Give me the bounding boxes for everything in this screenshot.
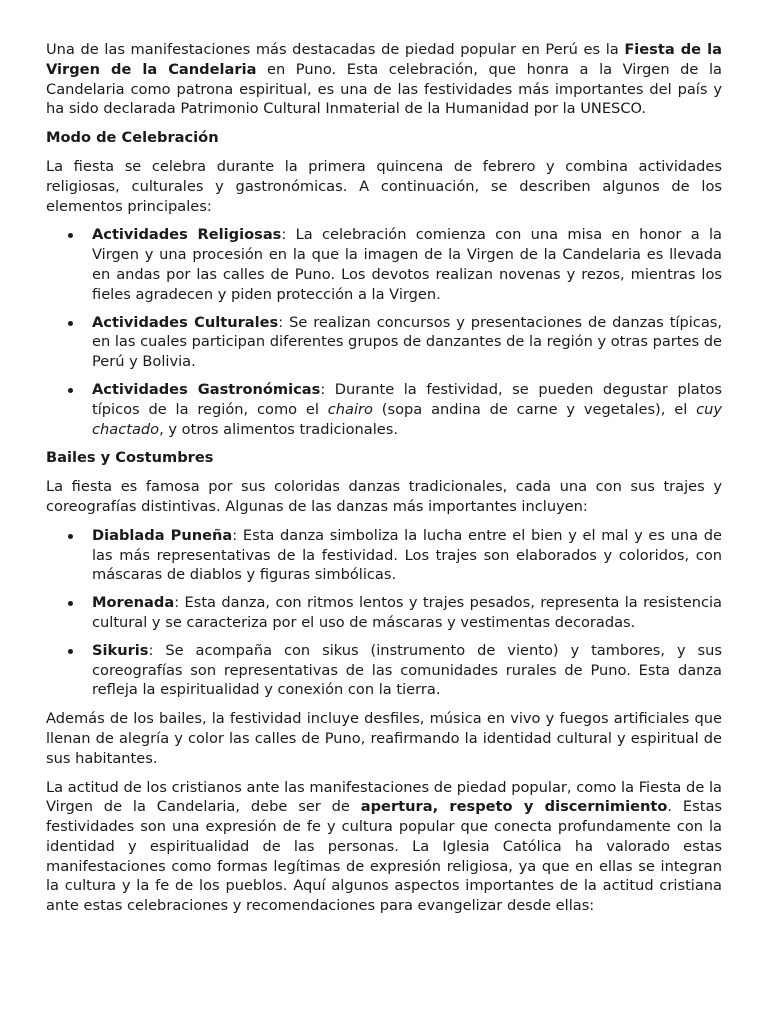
list-item [92,225,722,304]
celebracion-list [46,225,722,439]
list-item-term: Actividades Culturales [92,313,279,331]
section-heading-celebracion: Modo de Celebración [46,129,219,147]
closing-text-1: La actitud de los cristianos ante las manifestaciones de piedad popular, como la Fiesta de la Virgen de la Candelaria, debe ser de [46,778,722,816]
list-item-term: Sikuris [92,641,149,659]
list-item-term: Actividades Gastronómicas [92,380,321,398]
intro-bold-fiesta: Fiesta de la Virgen de la Candelaria [46,41,722,78]
list-item-text: : Se realizan concursos y presentaciones de danzas típicas, en las cuales participan diferentes grupos de danzantes de la región y otras partes de Perú y Bolivia. [92,313,723,371]
intro-text-1: Una de las manifestaciones más destacadas de piedad popular en Perú es la [46,41,625,58]
list-item-text: : Esta danza simboliza la lucha entre el bien y el mal y es una de las más representativas de la festividad. Los trajes son elaborados y coloridos, con máscaras de diablos y figuras simbólicas. [92,526,722,584]
closing-paragraph [46,778,722,917]
list-item [92,313,722,372]
list-item-term: Actividades Religiosas [92,226,282,244]
list-item [92,641,722,700]
bailes-list [46,526,722,700]
closing-bold-attitude: apertura, respeto y discernimiento [360,798,668,816]
list-item-text: , y otros alimentos tradicionales. [159,420,399,438]
section1-intro: La fiesta se celebra durante la primera quincena de febrero y combina actividades religiosas, culturales y gastronómicas. A continuación, se describen algunos de los elementos principales: [46,157,722,215]
list-item-term: Diablada Puneña [92,526,233,544]
list-item-text: : Se acompaña con sikus (instrumento de viento) y tambores, y sus coreografías son representativas de las comunidades rurales de Puno. Esta danza refleja la espiritualidad y conexión con la tierra. [92,641,722,699]
list-item [92,593,722,633]
list-item-text: : La celebración comienza con una misa en honor a la Virgen y una procesión en la que la imagen de la Virgen de la Candelaria es llevada en andas por las calles de Puno. Los devotos realizan novenas y rezos, mientras los fieles agradecen y piden protección a la Virgen. [92,226,722,303]
list-item-italic: chairo [327,400,373,418]
list-item-text: : Esta danza, con ritmos lentos y trajes pesados, representa la resistencia cultural y se caracteriza por el uso de máscaras y vestimentas decoradas. [92,594,722,631]
intro-paragraph [46,40,722,119]
list-item-term: Morenada [92,594,175,612]
list-item [92,526,722,585]
section2-intro: La fiesta es famosa por sus coloridas danzas tradicionales, cada una con sus trajes y coreografías distintivas. Algunas de las danzas más importantes incluyen: [46,478,722,515]
list-item-text: : Durante la festividad, se pueden degustar platos típicos de la región, como el [92,380,723,418]
list-item-italic: cuy chactado [92,400,722,438]
closing-text-2: . Estas festividades son una expresión de fe y cultura popular que conecta profundamente con la identidad y espiritualidad de las personas. La Iglesia Católica ha valorado estas manifestaciones como formas legítimas de expresión religiosa, ya que en ellas se integran la cultura y la fe de los pueblos. Aquí algunos aspectos importantes de la actitud cristiana ante estas celebraciones y recomendaciones para evangelizar desde ellas: [46,798,723,915]
section-heading-bailes: Bailes y Costumbres [46,449,214,467]
intro-text-2: en Puno. Esta celebración, que honra a la Virgen de la Candelaria como patrona espiritual, es una de las festividades más importantes del país y ha sido declarada Patrimonio Cultural Inmaterial de la Humanidad por la UNESCO. [46,60,722,118]
section2-outro: Además de los bailes, la festividad incluye desfiles, música en vivo y fuegos artificiales que llenan de alegría y color las calles de Puno, reafirmando la identidad cultural y espiritual de sus habitantes. [46,710,722,767]
list-item [92,380,722,439]
list-item-text: (sopa andina de carne y vegetales), el [372,400,697,418]
